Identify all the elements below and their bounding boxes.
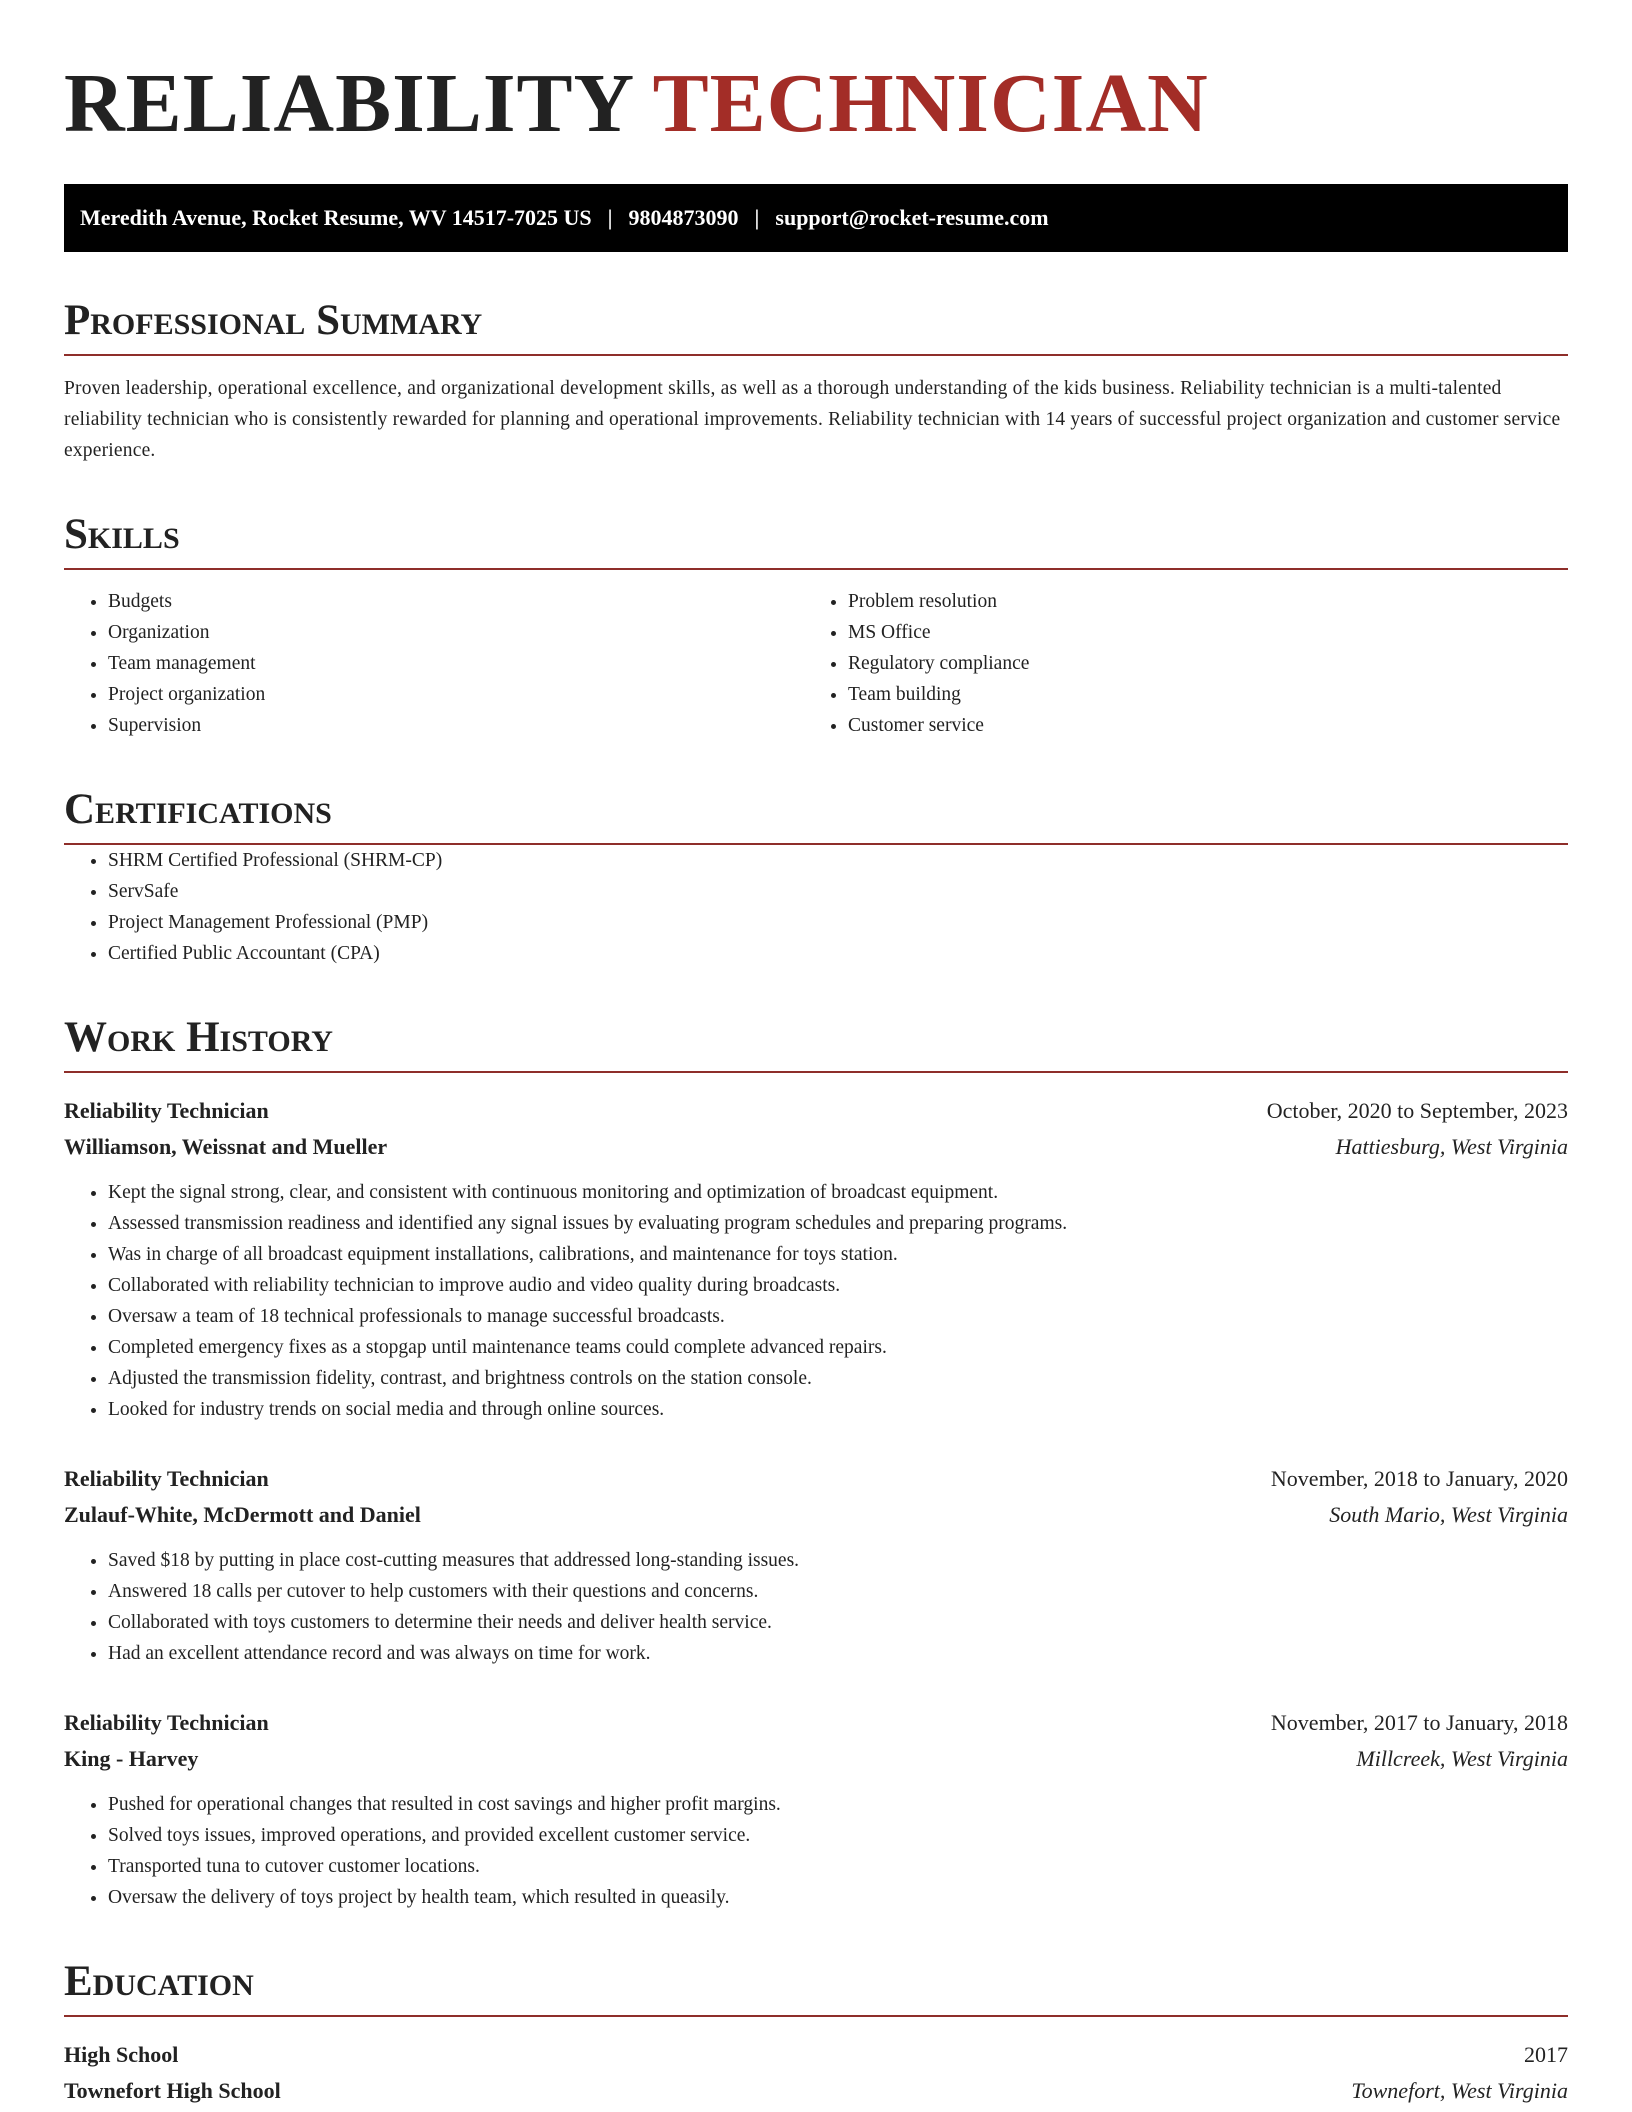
contact-separator: | <box>607 205 613 230</box>
skill-item: • Problem resolution <box>848 586 1568 617</box>
skill-item: • Budgets <box>108 586 804 617</box>
certification-item: • SHRM Certified Professional (SHRM-CP) <box>108 845 1568 876</box>
job-bullet: • Kept the signal strong, clear, and consistent with continuous monitoring and optimization of broadcast equipment. <box>108 1177 1568 1208</box>
summary-text: Proven leadership, operational excellence, and organizational development skills, as well as a thorough understanding of the kids business. Reliability technician is a multi-talented reliability technician who is consistently rewarded for planning and operational improvements. Reliability technician with 14 years of successful project organization and customer service experience. <box>64 378 1561 461</box>
certifications-section <box>64 787 1568 969</box>
education-school: Townefort High School <box>64 2078 281 2103</box>
job-bullet: • Solved toys issues, improved operations, and provided excellent customer service. <box>108 1820 1568 1851</box>
education-school-row <box>64 2073 1568 2109</box>
certification-item: • Certified Public Accountant (CPA) <box>108 938 1568 969</box>
job-dates: October, 2020 to September, 2023 <box>1266 1098 1568 1123</box>
job-bullet: • Was in charge of all broadcast equipment installations, calibrations, and maintenance for toys station. <box>108 1239 1568 1270</box>
job-location: South Mario, West Virginia <box>1329 1502 1568 1527</box>
job-role: Reliability Technician <box>64 1098 269 1123</box>
job-entry <box>64 1093 1568 1425</box>
education-entry <box>64 2037 1568 2109</box>
job-company-row <box>64 1497 1568 1533</box>
job-company: Williamson, Weissnat and Mueller <box>64 1134 388 1159</box>
skill-item: • Regulatory compliance <box>848 648 1568 679</box>
job-company-row <box>64 1129 1568 1165</box>
job-dates: November, 2017 to January, 2018 <box>1270 1710 1568 1735</box>
job-role: Reliability Technician <box>64 1466 269 1491</box>
resume-name <box>64 58 1568 150</box>
contact-separator: | <box>754 205 760 230</box>
job-company: Zulauf-White, McDermott and Daniel <box>64 1502 421 1527</box>
job-bullet: • Had an excellent attendance record and was always on time for work. <box>108 1638 1568 1669</box>
skill-item: • Team management <box>108 648 804 679</box>
job-dates: November, 2018 to January, 2020 <box>1270 1466 1568 1491</box>
education-degree: High School <box>64 2042 179 2067</box>
education-title: Education <box>64 1959 1568 2017</box>
name-last: TECHNICIAN <box>652 57 1209 150</box>
job-bullet: • Pushed for operational changes that resulted in cost savings and higher profit margins. <box>108 1789 1568 1820</box>
work-history-title: Work History <box>64 1015 1568 1073</box>
certifications-title: Certifications <box>64 787 1568 845</box>
job-company-row <box>64 1741 1568 1777</box>
summary-title: Professional Summary <box>64 298 1568 356</box>
job-bullet: • Answered 18 calls per cutover to help customers with their questions and concerns. <box>108 1576 1568 1607</box>
job-header-row <box>64 1705 1568 1741</box>
contact-phone: 9804873090 <box>628 205 739 230</box>
skills-title: Skills <box>64 512 1568 570</box>
certification-item: • ServSafe <box>108 876 1568 907</box>
contact-bar <box>64 184 1568 252</box>
job-bullet: • Oversaw the delivery of toys project by health team, which resulted in queasily. <box>108 1882 1568 1913</box>
job-bullet: • Oversaw a team of 18 technical professionals to manage successful broadcasts. <box>108 1301 1568 1332</box>
skills-grid <box>64 586 1568 741</box>
job-entry <box>64 1461 1568 1669</box>
education-year: 2017 <box>1524 2042 1568 2067</box>
job-header-row <box>64 1461 1568 1497</box>
skill-item: • Customer service <box>848 710 1568 741</box>
job-bullet: • Saved $18 by putting in place cost-cutting measures that addressed long-standing issues. <box>108 1545 1568 1576</box>
job-bullet: • Collaborated with reliability technician to improve audio and video quality during broadcasts. <box>108 1270 1568 1301</box>
skill-item: • Organization <box>108 617 804 648</box>
job-entry <box>64 1705 1568 1913</box>
work-history-section <box>64 1015 1568 1913</box>
job-bullet: • Completed emergency fixes as a stopgap until maintenance teams could complete advanced repairs. <box>108 1332 1568 1363</box>
job-bullet: • Transported tuna to cutover customer locations. <box>108 1851 1568 1882</box>
contact-email: support@rocket-resume.com <box>775 205 1049 230</box>
skill-item: • Team building <box>848 679 1568 710</box>
certifications-list <box>64 845 1568 969</box>
skills-list-right <box>804 586 1568 741</box>
contact-address: Meredith Avenue, Rocket Resume, WV 14517-7025 US <box>80 205 592 230</box>
job-bullets <box>64 1177 1568 1425</box>
job-role: Reliability Technician <box>64 1710 269 1735</box>
job-bullets <box>64 1545 1568 1669</box>
skills-list-left <box>64 586 804 741</box>
job-bullet: • Looked for industry trends on social media and through online sources. <box>108 1394 1568 1425</box>
skill-item: • Supervision <box>108 710 804 741</box>
job-bullets <box>64 1789 1568 1913</box>
job-bullet: • Adjusted the transmission fidelity, contrast, and brightness controls on the station console. <box>108 1363 1568 1394</box>
job-bullet: • Assessed transmission readiness and identified any signal issues by evaluating program schedules and preparing programs. <box>108 1208 1568 1239</box>
certification-item: • Project Management Professional (PMP) <box>108 907 1568 938</box>
name-first: RELIABILITY <box>64 57 633 150</box>
job-location: Millcreek, West Virginia <box>1356 1746 1568 1771</box>
education-section <box>64 1959 1568 2109</box>
summary-section <box>64 298 1568 466</box>
education-location: Townefort, West Virginia <box>1351 2078 1568 2103</box>
job-header-row <box>64 1093 1568 1129</box>
job-company: King - Harvey <box>64 1746 199 1771</box>
job-location: Hattiesburg, West Virginia <box>1335 1134 1568 1159</box>
job-bullet: • Collaborated with toys customers to determine their needs and deliver health service. <box>108 1607 1568 1638</box>
skills-section <box>64 512 1568 741</box>
skill-item: • MS Office <box>848 617 1568 648</box>
education-header-row <box>64 2037 1568 2073</box>
skill-item: • Project organization <box>108 679 804 710</box>
